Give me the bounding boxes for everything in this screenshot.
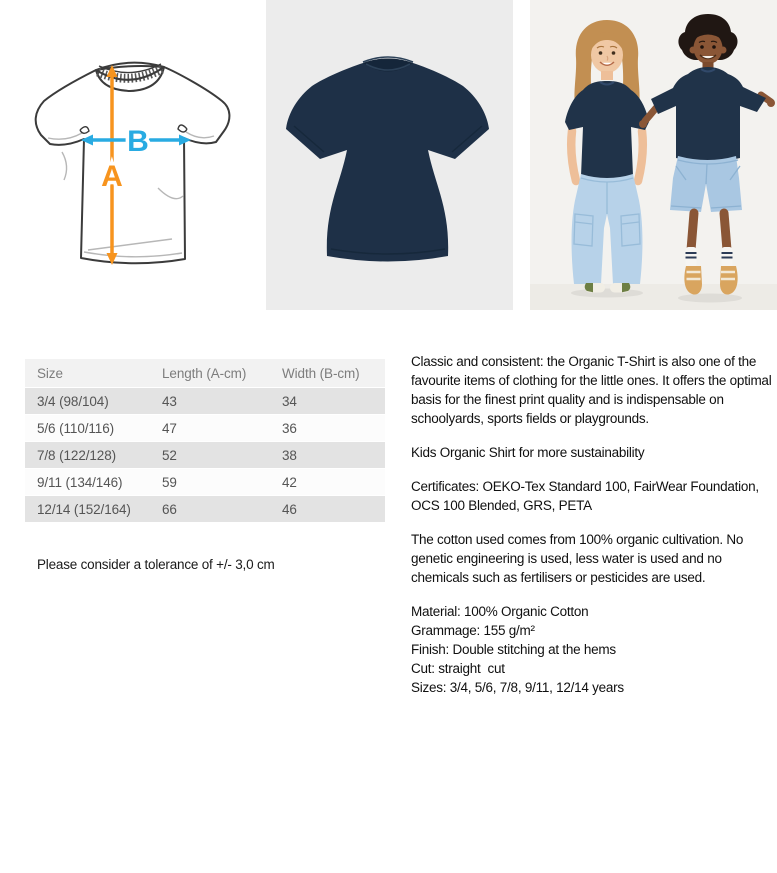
table-row (25, 442, 385, 468)
spec-sizes: Sizes: 3/4, 5/6, 7/8, 9/11, 12/14 years (411, 680, 624, 695)
col-header-length: Length (A-cm) (150, 359, 270, 387)
size-cell: 9/11 (134/146) (25, 469, 150, 495)
spec-grammage: Grammage: 155 g/m² (411, 623, 535, 638)
flat-product-photo[interactable] (266, 0, 513, 310)
length-cell: 59 (150, 469, 270, 495)
spec-material: Material: 100% Organic Cotton (411, 604, 589, 619)
width-cell: 38 (270, 442, 385, 468)
tolerance-note: Please consider a tolerance of +/- 3,0 cm (37, 557, 275, 572)
table-row (25, 415, 385, 441)
width-cell: 46 (270, 496, 385, 522)
size-cell: 5/6 (110/116) (25, 415, 150, 441)
kids-models-graphic (530, 0, 777, 310)
tshirt-body-outline (36, 67, 230, 263)
table-row (25, 388, 385, 414)
size-diagram-image[interactable] (0, 0, 260, 310)
width-cell: 42 (270, 469, 385, 495)
navy-tshirt-graphic (266, 0, 513, 310)
col-header-size: Size (25, 359, 150, 387)
col-header-width: Width (B-cm) (270, 359, 385, 387)
width-cell: 34 (270, 388, 385, 414)
measure-label-b: B (127, 125, 149, 158)
tshirt-outline-sketch (0, 0, 260, 310)
table-row (25, 496, 385, 522)
description-certificates: Certificates: OEKO-Tex Standard 100, FairWear Foundation, OCS 100 Blended, GRS, PETA (411, 479, 759, 513)
description-intro: Classic and consistent: the Organic T-Shirt is also one of the favourite items of clothing for the little ones. It offers the optimal basis for the finest print quality and is indispensable on schoolyards, sports fields or playgrounds. (411, 354, 772, 426)
spec-list (411, 602, 777, 697)
girl-neck (601, 71, 613, 80)
kids-model-photo[interactable] (530, 0, 777, 310)
size-cell: 3/4 (98/104) (25, 388, 150, 414)
length-cell: 47 (150, 415, 270, 441)
girl-arm-left (571, 131, 576, 181)
boy-leg-right (724, 213, 727, 250)
table-row (25, 469, 385, 495)
spec-cut: Cut: straight cut (411, 661, 505, 676)
product-description (411, 352, 777, 697)
spec-finish: Finish: Double stitching at the hems (411, 642, 616, 657)
length-cell: 66 (150, 496, 270, 522)
size-table (25, 358, 385, 523)
measure-label-a: A (101, 160, 123, 193)
description-sustainability: Kids Organic Shirt for more sustainability (411, 445, 645, 460)
width-cell: 36 (270, 415, 385, 441)
length-cell: 52 (150, 442, 270, 468)
table-header-row (25, 359, 385, 387)
boy-leg-left (691, 213, 694, 250)
size-cell: 12/14 (152/164) (25, 496, 150, 522)
girl-arm-right (638, 131, 643, 181)
length-cell: 43 (150, 388, 270, 414)
description-cotton: The cotton used comes from 100% organic cultivation. No genetic engineering is used, less water is used and no chemicals such as fertilisers or pesticides are used. (411, 532, 744, 585)
size-cell: 7/8 (122/128) (25, 442, 150, 468)
